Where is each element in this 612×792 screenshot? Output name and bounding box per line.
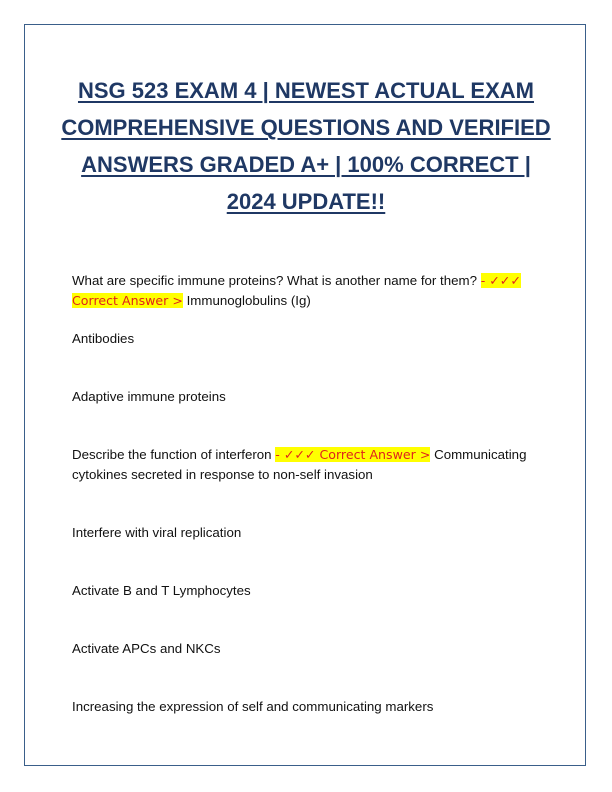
qa-content	[72, 271, 552, 755]
question-text: Describe the function of interferon	[72, 447, 276, 462]
answer-line: Antibodies	[72, 331, 135, 346]
document-title: NSG 523 EXAM 4 | NEWEST ACTUAL EXAM COMPREHENSIVE QUESTIONS AND VERIFIED ANSWERS GRADED A+ | 100% CORRECT | 2024 UPDATE!!	[61, 78, 551, 214]
question-text: What are specific immune proteins? What is another name for them?	[72, 273, 481, 288]
correct-answer-marker: - ✓✓✓ Correct Answer >	[275, 447, 431, 462]
qa-item-2	[72, 445, 552, 485]
answer-text: Communicating cytokines secreted in response to non-self invasion	[72, 447, 527, 482]
answer-line: Activate APCs and NKCs	[72, 641, 221, 656]
answer-text: Immunoglobulins (Ig)	[182, 293, 311, 308]
answer-line: Activate B and T Lymphocytes	[72, 583, 251, 598]
answer-line: Adaptive immune proteins	[72, 389, 226, 404]
answer-line: Interfere with viral replication	[72, 525, 242, 540]
correct-answer-marker: - ✓✓✓ Correct Answer >	[72, 273, 521, 308]
answer-line: Increasing the expression of self and communicating markers	[72, 699, 434, 714]
qa-item-1	[72, 271, 552, 311]
